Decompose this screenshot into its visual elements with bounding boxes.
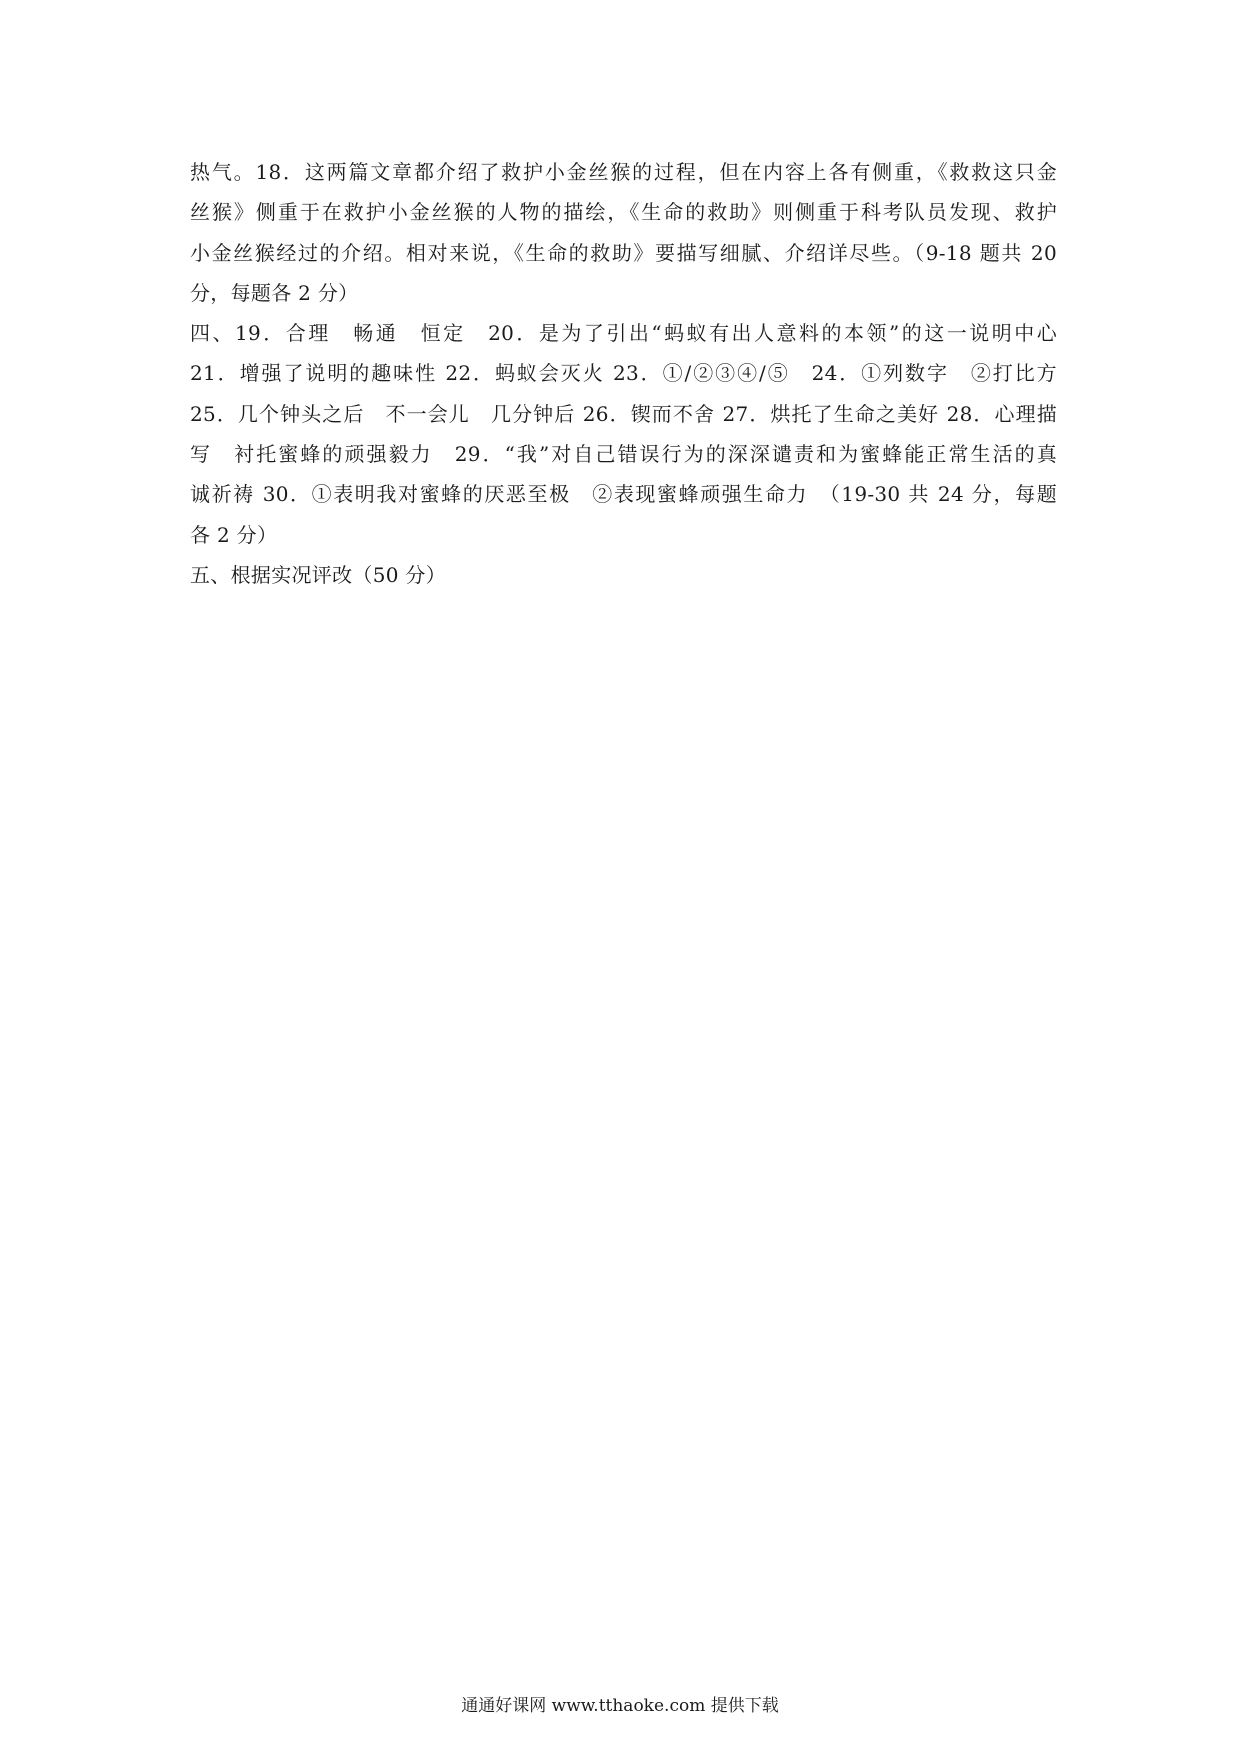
text-line-6: 21．增强了说明的趣味性 22．蚂蚁会灭火 23．①/②③④/⑤ 24．①列数字 ②打比方 <box>190 361 1057 386</box>
page-footer: 通通好课网 www.tthaoke.com 提供下载 <box>461 1696 779 1716</box>
text-line-7: 25．几个钟头之后 不一会儿 几分钟后 26．锲而不舍 27．烘托了生命之美好 28．心理描 <box>190 401 1057 426</box>
text-line-9: 诚祈祷 30．①表明我对蜜蜂的厌恶至极 ②表现蜜蜂顽强生命力 （19-30 共 24 分，每题 <box>190 482 1057 507</box>
text-line-11: 五、根据实况评改（50 分） <box>190 562 447 587</box>
text-line-4: 分，每题各 2 分） <box>190 280 359 305</box>
text-line-1: 热气。18．这两篇文章都介绍了救护小金丝猴的过程，但在内容上各有侧重，《救救这只金 <box>190 160 1057 184</box>
text-line-3: 小金丝猴经过的介绍。相对来说，《生命的救助》要描写细腻、介绍详尽些。（9-18 题共 20 <box>190 240 1057 265</box>
text-line-5: 四、19．合理 畅通 恒定 20．是为了引出“蚂蚁有出人意料的本领”的这一说明中心 <box>190 321 1057 346</box>
text-line-2: 丝猴》侧重于在救护小金丝猴的人物的描绘，《生命的救助》则侧重于科考队员发现、救护 <box>190 200 1057 225</box>
answer-text-block <box>190 152 1057 595</box>
text-line-10: 各 2 分） <box>190 522 278 547</box>
text-line-8: 写 衬托蜜蜂的顽强毅力 29．“我”对自己错误行为的深深谴责和为蜜蜂能正常生活的真 <box>190 442 1057 467</box>
